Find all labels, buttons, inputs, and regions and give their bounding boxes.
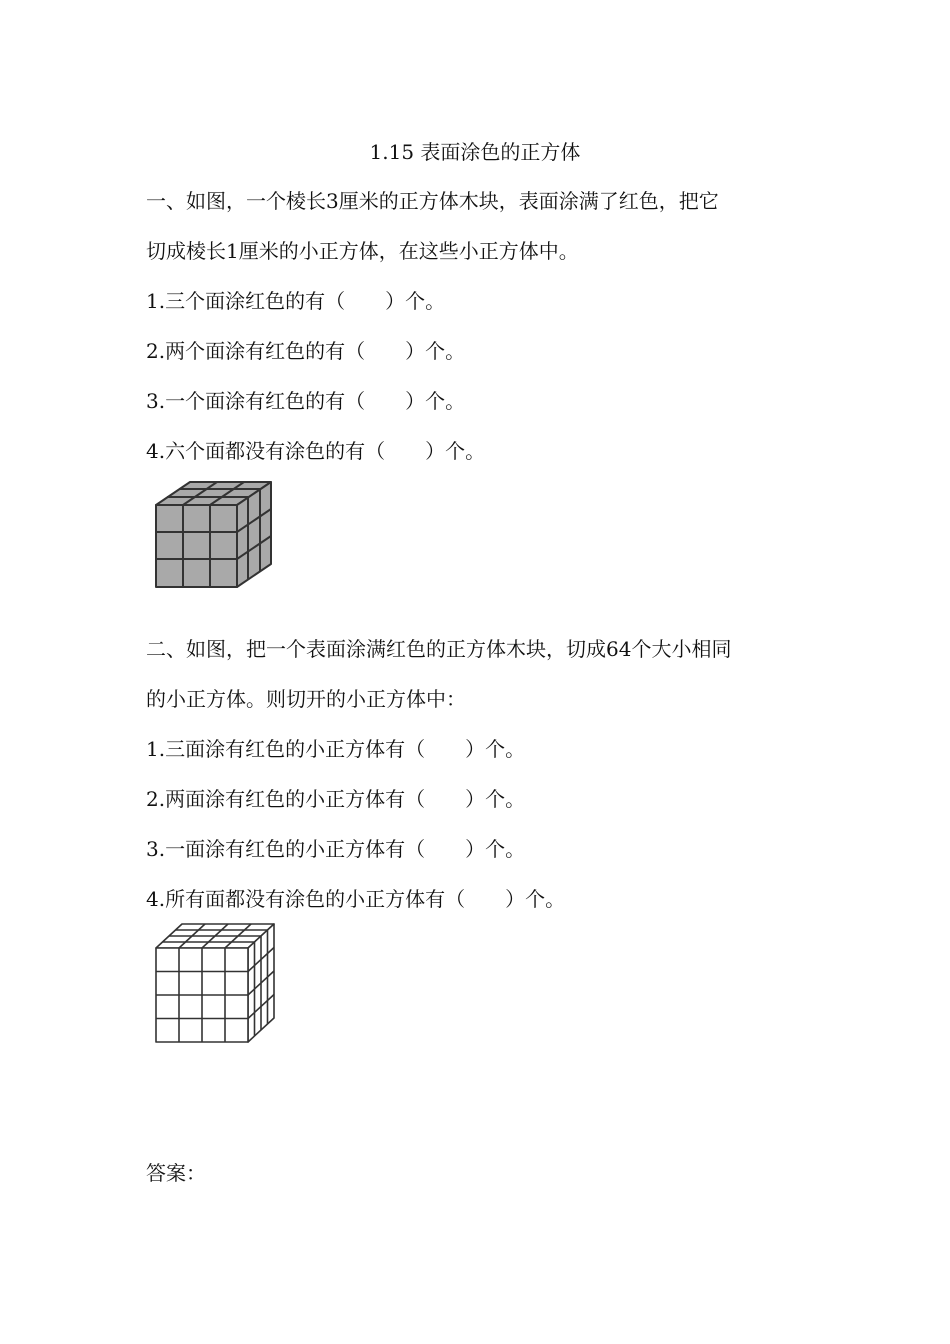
section2-question-2: 2.两面涂有红色的小正方体有（ ）个。 xyxy=(146,787,526,811)
section1-question-1: 1.三个面涂红色的有（ ）个。 xyxy=(146,289,446,313)
section2-question-1: 1.三面涂有红色的小正方体有（ ）个。 xyxy=(146,737,526,761)
section1-intro-line2: 切成棱长1厘米的小正方体，在这些小正方体中。 xyxy=(146,239,579,263)
section1-question-3: 3.一个面涂有红色的有（ ）个。 xyxy=(146,389,466,413)
cube-4x4x4-icon xyxy=(152,920,280,1046)
page-title: 1.15 表面涂色的正方体 xyxy=(369,140,581,164)
section1-question-2: 2.两个面涂有红色的有（ ）个。 xyxy=(146,339,466,363)
section2-question-4: 4.所有面都没有涂色的小正方体有（ ）个。 xyxy=(146,887,566,911)
cube-3x3x3-icon xyxy=(152,478,278,590)
section2-question-3: 3.一面涂有红色的小正方体有（ ）个。 xyxy=(146,837,526,861)
section1-question-4: 4.六个面都没有涂色的有（ ）个。 xyxy=(146,439,486,463)
answer-label: 答案： xyxy=(146,1161,206,1185)
section2-intro-line1: 二、如图，把一个表面涂满红色的正方体木块，切成64个大小相同 xyxy=(146,637,732,661)
section2-intro-line2: 的小正方体。则切开的小正方体中： xyxy=(146,687,466,711)
section1-intro-line1: 一、如图，一个棱长3厘米的正方体木块，表面涂满了红色，把它 xyxy=(146,189,719,213)
